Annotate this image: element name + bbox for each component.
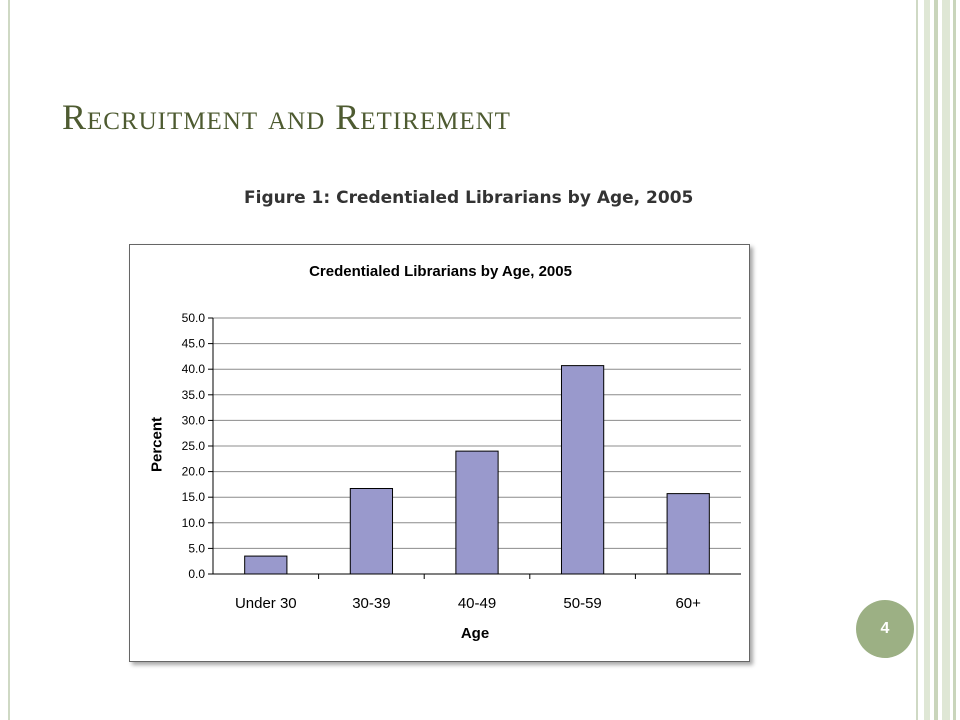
y-axis-title: Percent (148, 416, 166, 473)
figure-caption: Figure 1: Credentialed Librarians by Age, 2005 (244, 188, 694, 208)
decorative-stripes (920, 0, 960, 720)
bar (245, 556, 287, 574)
y-tick-label: 45.0 (181, 336, 205, 351)
y-tick-label: 20.0 (181, 464, 205, 479)
bar (350, 488, 392, 574)
y-tick-label: 30.0 (181, 413, 205, 428)
y-tick-label: 35.0 (181, 387, 205, 402)
x-tick-label: 40-49 (457, 595, 497, 612)
y-tick-label: 10.0 (181, 515, 205, 530)
chart-container (129, 244, 750, 662)
y-tick-label: 5.0 (188, 541, 205, 556)
bar (561, 366, 603, 574)
page-number: 4 (880, 620, 890, 637)
chart-title: Credentialed Librarians by Age, 2005 (309, 263, 572, 280)
x-tick-label: Under 30 (234, 595, 297, 612)
y-tick-label: 40.0 (181, 362, 205, 377)
x-tick-label: 50-59 (563, 595, 602, 612)
page-number-badge (856, 600, 914, 658)
y-tick-label: 50.0 (181, 311, 205, 325)
y-tick-label: 0.0 (188, 567, 205, 581)
bar (667, 494, 709, 574)
x-axis-title: Age (460, 625, 490, 642)
y-tick-label: 15.0 (181, 490, 205, 505)
x-tick-label: 60+ (675, 595, 701, 612)
y-tick-label: 25.0 (181, 439, 205, 453)
bar-chart (130, 245, 751, 663)
bar (456, 451, 498, 574)
x-tick-label: 30-39 (352, 595, 391, 612)
slide-title: Recruitment and Retirement (62, 97, 511, 137)
